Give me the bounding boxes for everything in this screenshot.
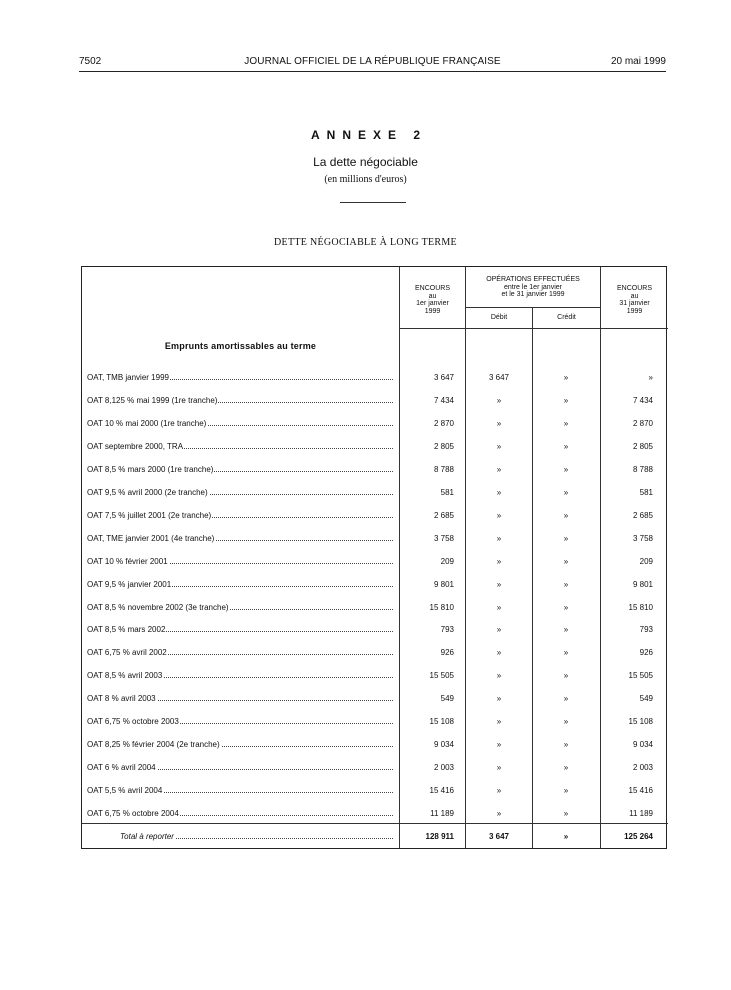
cell-encours-end: 15 416 <box>628 786 653 796</box>
row-label: OAT 6 % avril 2004 <box>87 763 393 772</box>
cell-encours-start: 15 108 <box>429 717 454 727</box>
cell-debit: » <box>496 809 502 818</box>
table-row <box>82 601 668 615</box>
table-row <box>82 509 668 523</box>
cell-encours-start: 549 <box>440 694 454 704</box>
document-title: La dette négociable <box>313 155 418 169</box>
header-rule <box>79 71 666 72</box>
cell-encours-end: 793 <box>639 625 653 635</box>
cell-encours-end: 2 685 <box>632 510 653 520</box>
cell-encours-end: 209 <box>639 556 653 566</box>
cell-encours-start: 2 003 <box>433 763 454 773</box>
cell-debit: » <box>496 671 502 681</box>
cell-debit: » <box>496 625 502 635</box>
table-row <box>82 784 668 798</box>
cell-credit: » <box>563 625 569 635</box>
row-label: OAT 6,75 % avril 2002 <box>87 648 393 657</box>
cell-debit: » <box>496 602 502 612</box>
cell-encours-end: 2 870 <box>632 418 653 428</box>
cell-debit: » <box>496 396 502 405</box>
row-label: OAT 8 % avril 2003 <box>87 694 393 703</box>
table-row <box>82 715 668 729</box>
cell-credit: » <box>563 510 569 520</box>
cell-debit: » <box>496 763 502 773</box>
table-row <box>82 692 668 706</box>
cell-credit: » <box>563 373 569 382</box>
cell-encours-end: 15 810 <box>628 602 653 612</box>
cell-credit: » <box>563 602 569 612</box>
cell-credit: » <box>563 786 569 796</box>
row-label: OAT 6,75 % octobre 2004 <box>87 809 393 818</box>
total-divider <box>82 823 668 824</box>
cell-encours-start: 11 189 <box>430 809 454 818</box>
cell-credit: » <box>563 809 569 818</box>
cell-encours-start: 209 <box>440 556 454 566</box>
table-row <box>82 371 668 385</box>
column-header-operations: OPÉRATIONS EFFECTUÉES entre le 1er janvier et le 31 janvier 1999 <box>486 276 580 298</box>
row-label: OAT 8,25 % février 2004 (2e tranche) <box>87 740 393 749</box>
cell-debit: » <box>496 786 502 796</box>
cell-encours-start: 581 <box>440 487 454 497</box>
header-divider <box>399 328 668 329</box>
row-label: OAT 8,5 % mars 2002 <box>87 625 393 634</box>
cell-debit: » <box>496 533 502 543</box>
cell-credit: » <box>563 396 569 405</box>
table-row <box>82 394 668 408</box>
separator-rule <box>340 202 406 203</box>
row-label: OAT, TMB janvier 1999 <box>87 373 393 382</box>
cell-credit: » <box>563 556 569 566</box>
debt-table <box>81 266 667 849</box>
total-credit: » <box>563 832 569 841</box>
cell-encours-start: 2 685 <box>433 510 454 520</box>
cell-credit: » <box>563 671 569 681</box>
cell-credit: » <box>563 648 569 658</box>
table-row <box>82 555 668 569</box>
page-date: 20 mai 1999 <box>610 56 666 67</box>
cell-debit: » <box>496 441 502 451</box>
cell-encours-end: 11 189 <box>629 809 653 818</box>
cell-encours-end: 9 801 <box>632 579 653 589</box>
row-label: OAT 8,5 % avril 2003 <box>87 671 393 680</box>
cell-encours-end: 15 505 <box>628 671 653 681</box>
group-title: Emprunts amortissables au terme <box>164 341 317 351</box>
table-row <box>82 440 668 454</box>
cell-encours-start: 2 870 <box>433 418 454 428</box>
cell-encours-end: 926 <box>639 648 653 658</box>
cell-encours-start: 15 505 <box>429 671 454 681</box>
row-label: OAT 10 % février 2001 <box>87 557 393 566</box>
column-header-encours-start: ENCOURS au 1er janvier 1999 <box>414 285 450 315</box>
header-divider <box>465 307 600 308</box>
page-number: 7502 <box>79 56 102 67</box>
cell-debit: » <box>496 717 502 727</box>
row-label: OAT 10 % mai 2000 (1re tranche) <box>87 419 393 428</box>
total-row <box>82 830 668 844</box>
table-row <box>82 417 668 431</box>
cell-encours-start: 7 434 <box>433 396 454 405</box>
cell-encours-end: 7 434 <box>632 396 653 405</box>
cell-encours-start: 15 416 <box>429 786 454 796</box>
row-label: OAT septembre 2000, TRA <box>87 442 393 451</box>
cell-encours-start: 3 647 <box>433 373 454 382</box>
cell-credit: » <box>563 694 569 704</box>
total-debit: 3 647 <box>488 832 510 841</box>
cell-debit: » <box>496 418 502 428</box>
document-subtitle: (en millions d'euros) <box>324 174 407 185</box>
cell-credit: » <box>563 717 569 727</box>
cell-credit: » <box>563 763 569 773</box>
section-title: DETTE NÉGOCIABLE À LONG TERME <box>274 237 457 248</box>
cell-debit: 3 647 <box>488 373 510 382</box>
table-row <box>82 646 668 660</box>
cell-debit: » <box>496 579 502 589</box>
cell-encours-end: » <box>648 373 653 382</box>
cell-credit: » <box>563 487 569 497</box>
cell-credit: » <box>563 441 569 451</box>
cell-encours-start: 15 810 <box>429 602 454 612</box>
column-header-debit: Débit <box>490 314 508 321</box>
row-label: OAT 8,5 % mars 2000 (1re tranche) <box>87 465 393 474</box>
cell-encours-end: 2 003 <box>632 763 653 773</box>
table-row <box>82 578 668 592</box>
cell-debit: » <box>496 694 502 704</box>
table-row <box>82 463 668 477</box>
row-label: OAT 7,5 % juillet 2001 (2e tranche) <box>87 511 393 520</box>
cell-encours-end: 9 034 <box>632 740 653 750</box>
cell-credit: » <box>563 533 569 543</box>
cell-debit: » <box>496 464 502 474</box>
cell-debit: » <box>496 556 502 566</box>
row-label: OAT 9,5 % avril 2000 (2e tranche) <box>87 488 393 497</box>
row-label: OAT 8,125 % mai 1999 (1re tranche) <box>87 396 393 405</box>
cell-debit: » <box>496 510 502 520</box>
cell-encours-end: 2 805 <box>632 441 653 451</box>
cell-credit: » <box>563 418 569 428</box>
cell-encours-end: 8 788 <box>632 464 653 474</box>
page-header <box>79 52 666 70</box>
table-row <box>82 623 668 637</box>
cell-encours-end: 581 <box>639 487 653 497</box>
table-row <box>82 761 668 775</box>
table-row <box>82 807 668 821</box>
cell-encours-start: 926 <box>440 648 454 658</box>
cell-encours-end: 15 108 <box>628 717 653 727</box>
row-label: OAT 8,5 % novembre 2002 (3e tranche) <box>87 603 393 612</box>
cell-debit: » <box>496 740 502 750</box>
cell-credit: » <box>563 579 569 589</box>
total-encours-start: 128 911 <box>425 832 454 841</box>
cell-encours-end: 3 758 <box>632 533 653 543</box>
row-label: OAT, TME janvier 2001 (4e tranche) <box>87 534 393 543</box>
cell-encours-start: 2 805 <box>433 441 454 451</box>
table-row <box>82 669 668 683</box>
cell-encours-start: 793 <box>440 625 454 635</box>
total-label: Total à reporter <box>120 832 393 841</box>
cell-encours-start: 8 788 <box>433 464 454 474</box>
cell-encours-start: 3 758 <box>433 533 454 543</box>
journal-title: JOURNAL OFFICIEL DE LA RÉPUBLIQUE FRANÇAISE <box>244 56 501 67</box>
cell-credit: » <box>563 464 569 474</box>
cell-encours-end: 549 <box>639 694 653 704</box>
column-header-credit: Crédit <box>557 314 576 321</box>
row-label: OAT 5,5 % avril 2004 <box>87 786 393 795</box>
cell-credit: » <box>563 740 569 750</box>
annexe-title: ANNEXE 2 <box>310 128 428 142</box>
cell-debit: » <box>496 487 502 497</box>
cell-encours-start: 9 034 <box>433 740 454 750</box>
total-encours-end: 125 264 <box>624 832 653 841</box>
cell-encours-start: 9 801 <box>433 579 454 589</box>
row-label: OAT 9,5 % janvier 2001 <box>87 580 393 589</box>
table-row <box>82 738 668 752</box>
column-header-encours-end: ENCOURS au 31 janvier 1999 <box>616 285 652 315</box>
table-row <box>82 532 668 546</box>
cell-debit: » <box>496 648 502 658</box>
row-label: OAT 6,75 % octobre 2003 <box>87 717 393 726</box>
table-row <box>82 486 668 500</box>
